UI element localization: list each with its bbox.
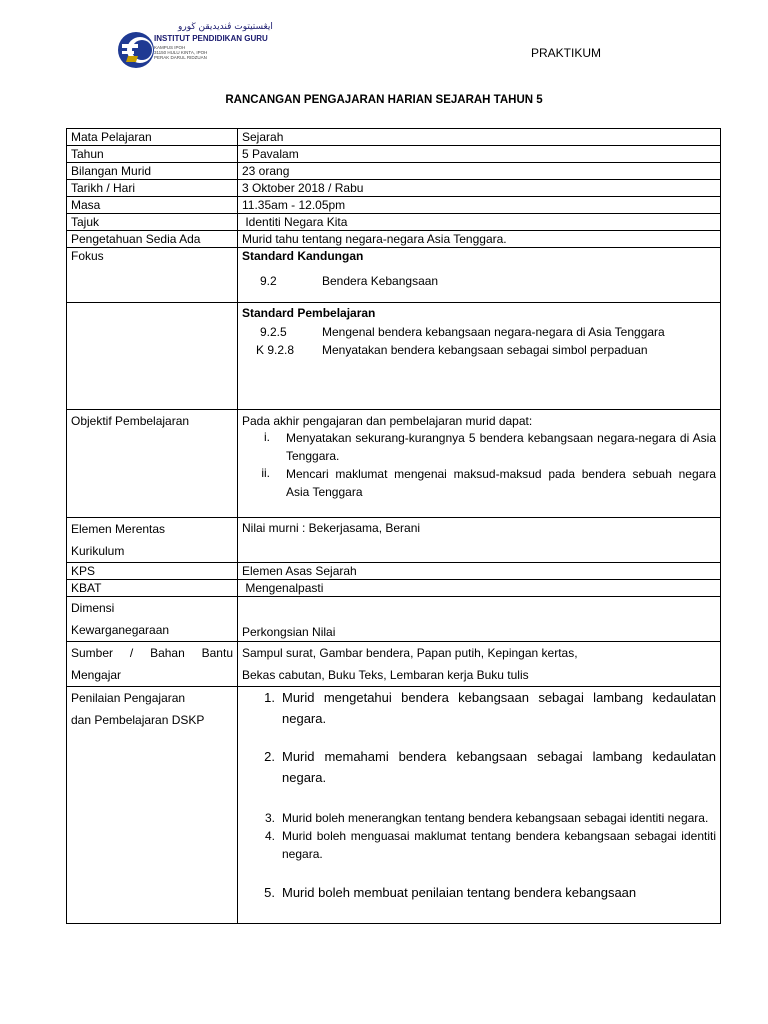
standard-code: 9.2.5: [260, 325, 287, 339]
table-row: [67, 214, 721, 231]
institute-emblem-icon: [116, 30, 156, 70]
row-label-line: dan Pembelajaran DSKP: [71, 713, 205, 727]
assessment-item: [242, 882, 716, 903]
assessment-number: 5.: [264, 885, 275, 900]
table-row: [67, 146, 721, 163]
row-label-line: Mengajar: [71, 668, 122, 682]
table-row: [67, 129, 721, 146]
learning-standard-item: [242, 323, 716, 341]
row-value: Sejarah: [238, 129, 721, 146]
row-value: 23 orang: [238, 163, 721, 180]
table-row: [67, 197, 721, 214]
row-value: 11.35am - 12.05pm: [238, 197, 721, 214]
logo-address-line: KAMPUS IPOH: [154, 45, 186, 50]
objective-text: Menyatakan sekurang-kurangnya 5 bendera kebangsaan negara-negara di Asia Tenggara.: [286, 431, 716, 463]
logo-arabic-text: ايڠستيتوت ڤنديديقن ڬورو: [178, 22, 273, 32]
row-label: [67, 518, 238, 563]
row-label: [67, 303, 238, 410]
assessment-cell: [238, 687, 721, 924]
row-label: KBAT: [67, 580, 238, 597]
table-row: [67, 580, 721, 597]
row-value: Elemen Asas Sejarah: [238, 563, 721, 580]
assessment-number: 3.: [264, 811, 275, 825]
objective-number: i.: [264, 430, 270, 444]
header-label: PRAKTIKUM: [531, 46, 602, 60]
table-row: [67, 303, 721, 410]
content-standard-item: [242, 273, 716, 289]
objective-item: [242, 429, 716, 465]
row-label: [67, 597, 238, 642]
row-label: Tajuk: [67, 214, 238, 231]
learning-standard-cell: [238, 303, 721, 410]
row-label: [67, 687, 238, 924]
assessment-text: Murid boleh membuat penilaian tentang bendera kebangsaan: [282, 885, 637, 900]
table-row: [67, 180, 721, 197]
row-label-line: Elemen Merentas: [71, 522, 166, 536]
row-label: Pengetahuan Sedia Ada: [67, 231, 238, 248]
row-value-line: Sampul surat, Gambar bendera, Papan putih, Kepingan kertas,: [242, 646, 578, 660]
assessment-text: Murid boleh menerangkan tentang bendera kebangsaan sebagai identiti negara.: [282, 811, 709, 825]
assessment-item: [242, 827, 716, 863]
standard-code: K 9.2.8: [256, 343, 295, 357]
row-label: Bilangan Murid: [67, 163, 238, 180]
content-standard-cell: [238, 248, 721, 303]
assessment-item: [242, 746, 716, 788]
table-row: [67, 163, 721, 180]
row-label: KPS: [67, 563, 238, 580]
logo-address: [154, 45, 207, 60]
row-label: [67, 642, 238, 687]
logo-address-line: 31150 HULU KINTA, IPOH: [154, 50, 208, 55]
row-value: Mengenalpasti: [238, 580, 721, 597]
assessment-number: 2.: [264, 749, 275, 764]
objective-number: ii.: [261, 466, 270, 480]
row-label-line: Penilaian Pengajaran: [71, 691, 186, 705]
table-row: [67, 642, 721, 687]
row-label-line: Sumber / Bahan Bantu: [71, 646, 233, 660]
table-row: [67, 687, 721, 924]
content-standard-heading: Standard Kandungan: [242, 249, 364, 263]
table-row: [67, 410, 721, 518]
assessment-number: 1.: [264, 690, 275, 705]
institute-logo: [116, 22, 306, 78]
objective-intro: Pada akhir pengajaran dan pembelajaran murid dapat:: [242, 414, 533, 428]
table-row: [67, 231, 721, 248]
row-label: Objektif Pembelajaran: [67, 410, 238, 518]
row-value: 5 Pavalam: [238, 146, 721, 163]
row-label-line: Kewarganegaraan: [71, 623, 170, 637]
row-label-line: Dimensi: [71, 601, 115, 615]
table-row: [67, 597, 721, 642]
assessment-text: Murid memahami bendera kebangsaan sebagai lambang kedaulatan negara.: [282, 749, 716, 785]
row-value: Murid tahu tentang negara-negara Asia Tenggara.: [238, 231, 721, 248]
assessment-item: [242, 687, 716, 729]
standard-text: Bendera Kebangsaan: [322, 274, 439, 288]
standard-text: Mengenal bendera kebangsaan negara-negara di Asia Tenggara: [322, 325, 665, 339]
row-value: Perkongsian Nilai: [238, 597, 721, 642]
objective-cell: [238, 410, 721, 518]
table-row: [67, 563, 721, 580]
logo-institute-name: INSTITUT PENDIDIKAN GURU: [154, 34, 268, 43]
row-label: Tarikh / Hari: [67, 180, 238, 197]
document-title: RANCANGAN PENGAJARAN HARIAN SEJARAH TAHUN 5: [225, 94, 543, 106]
row-value: [238, 642, 721, 687]
learning-standard-item: [242, 341, 716, 359]
standard-code: 9.2: [260, 274, 277, 288]
row-value: 3 Oktober 2018 / Rabu: [238, 180, 721, 197]
table-row: [67, 518, 721, 563]
assessment-item: [242, 809, 716, 827]
table-row: [67, 248, 721, 303]
row-label: Fokus: [67, 248, 238, 303]
standard-text: Menyatakan bendera kebangsaan sebagai simbol perpaduan: [322, 343, 648, 357]
row-label-line: Kurikulum: [71, 544, 125, 558]
row-value: Identiti Negara Kita: [238, 214, 721, 231]
row-label: Mata Pelajaran: [67, 129, 238, 146]
row-label: Tahun: [67, 146, 238, 163]
assessment-text: Murid mengetahui bendera kebangsaan sebagai lambang kedaulatan negara.: [282, 690, 716, 726]
objective-item: [242, 465, 716, 501]
row-value-line: Bekas cabutan, Buku Teks, Lembaran kerja Buku tulis: [242, 668, 529, 682]
objective-text: Mencari maklumat mengenai maksud-maksud pada bendera sebuah negara Asia Tenggara: [286, 467, 716, 499]
learning-standard-heading: Standard Pembelajaran: [242, 306, 376, 320]
row-label: Masa: [67, 197, 238, 214]
row-value: Nilai murni : Bekerjasama, Berani: [238, 518, 721, 563]
assessment-number: 4.: [264, 829, 275, 843]
lesson-plan-table: [66, 128, 721, 924]
logo-address-line: PERAK DARUL RIDZUAN: [154, 55, 207, 60]
assessment-text: Murid boleh menguasai maklumat tentang bendera kebangsaan sebagai identiti negara.: [282, 829, 716, 861]
